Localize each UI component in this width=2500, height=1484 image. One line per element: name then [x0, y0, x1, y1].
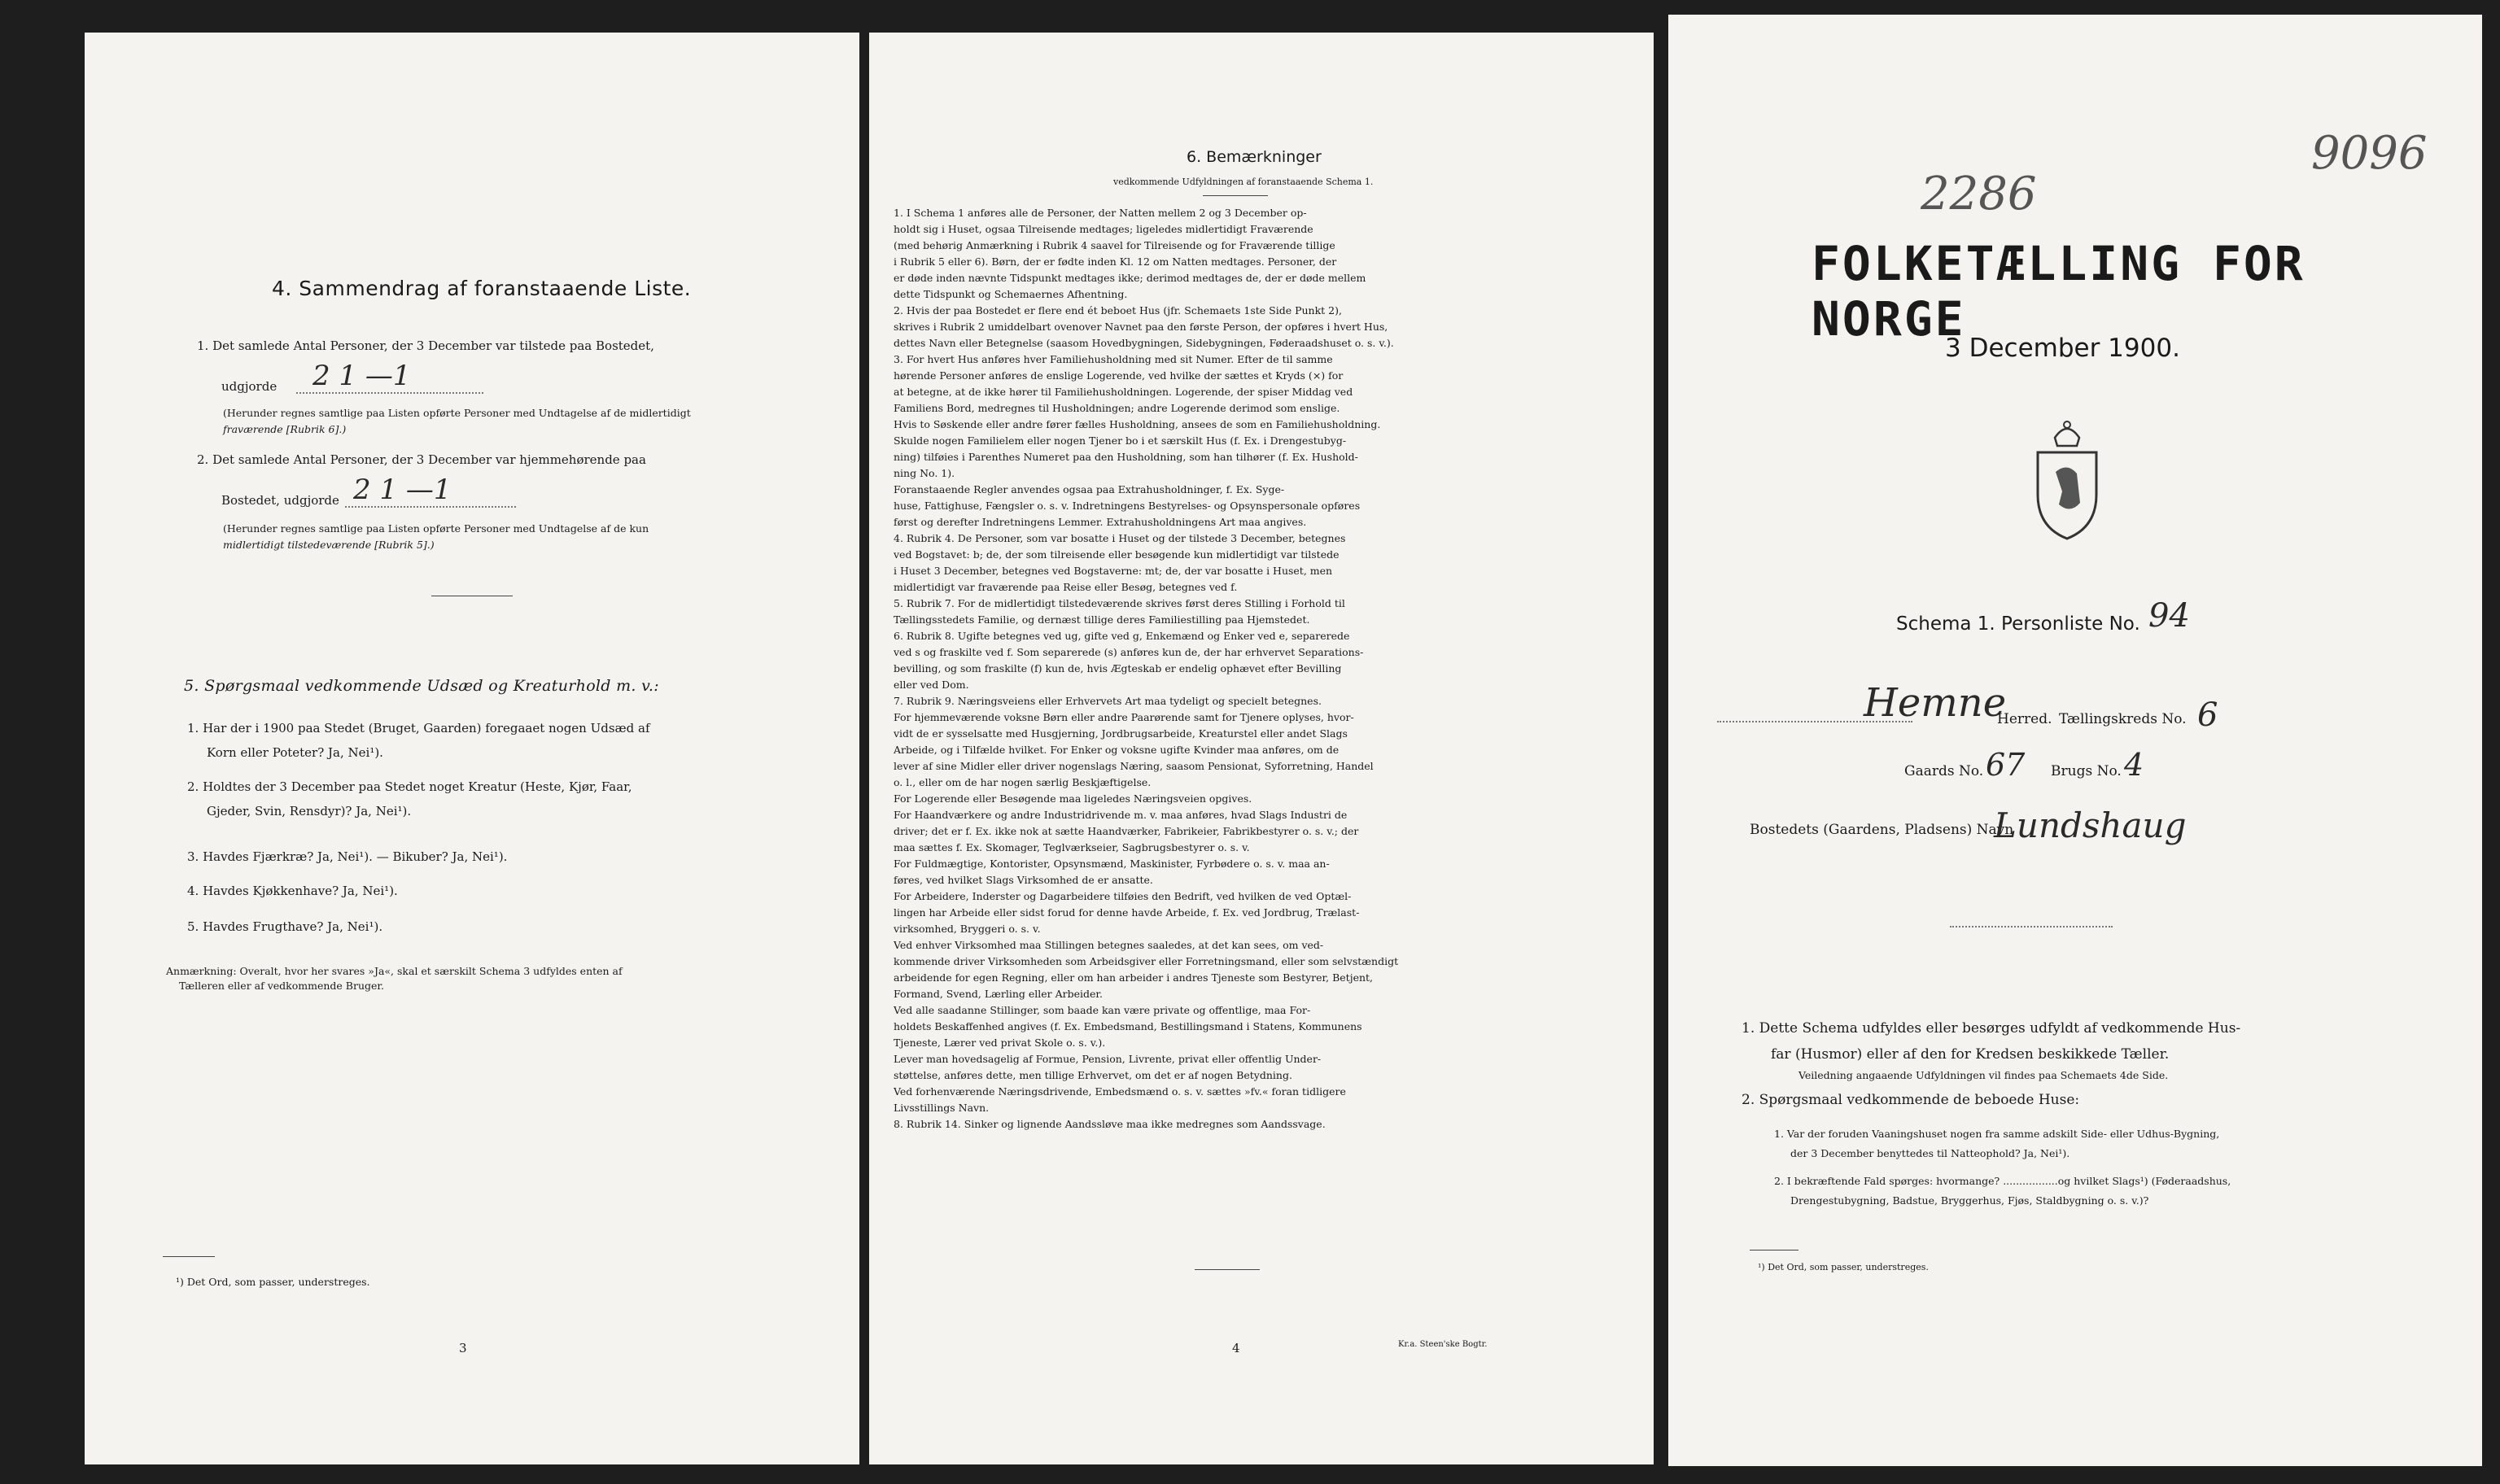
title-rule [1203, 195, 1268, 196]
remark-line: driver; det er f. Ex. ikke nok at sætte Haandværker, Fabrikeier, Fabrikbestyrer o. s. v.; der [894, 825, 1359, 837]
anmaerkning-2: Tælleren eller af vedkommende Bruger. [179, 980, 384, 992]
q2-dotted-line [345, 506, 516, 508]
remark-line: 8. Rubrik 14. Sinker og lignende Aandssløve maa ikke medregnes som Aandssvage. [894, 1118, 1326, 1130]
remark-line: skrives i Rubrik 2 umiddelbart ovenover Navnet paa den første Person, der opføres i hvert Hus, [894, 321, 1388, 333]
remark-line: Formand, Svend, Lærling eller Arbeider. [894, 988, 1103, 1000]
q2-udgjorde: Bostedet, udgjorde [221, 493, 339, 508]
remark-line: 4. Rubrik 4. De Personer, som var bosatte i Huset og der tilstede 3 December, betegnes [894, 532, 1346, 544]
handwritten-number: 2286 [1921, 168, 2037, 220]
herred-value: Hemne [1864, 680, 2007, 726]
q1-note-1: (Herunder regnes samtlige paa Listen opførte Personer med Undtagelse af de midlertidigt [223, 407, 691, 419]
remarks-list [894, 205, 1536, 1133]
s5-q2a: 2. Holdtes der 3 December paa Stedet noget Kreatur (Heste, Kjør, Faar, [187, 779, 632, 794]
anmaerkning-1: Anmærkning: Overalt, hvor her svares »Ja«, skal et særskilt Schema 3 udfyldes enten af [166, 965, 623, 977]
remark-line: 5. Rubrik 7. For de midlertidigt tilstedeværende skrives først deres Stilling i Forhold til [894, 597, 1345, 609]
s5-q4: 4. Havdes Kjøkkenhave? Ja, Nei¹). [187, 884, 398, 898]
q1-text: 1. Det samlede Antal Personer, der 3 December var tilstede paa Bostedet, [197, 338, 654, 353]
remark-line: holdt sig i Huset, ogsaa Tilreisende medtages; ligeledes midlertidigt Fraværende [894, 223, 1313, 235]
archive-number: 9096 [2311, 127, 2428, 180]
footnote-rule [163, 1256, 215, 1257]
taellingskreds-number: 6 [2197, 696, 2218, 734]
remark-line: Lever man hovedsagelig af Formue, Pension, Livrente, privat eller offentlig Under- [894, 1053, 1322, 1065]
instruction-2-2a: 2. I bekræftende Fald spørges: hvormange? .................og hvilket Slags¹) (Føderaadshus, [1774, 1175, 2231, 1187]
remark-line: o. l., eller om de har nogen særlig Beskjæftigelse. [894, 776, 1152, 788]
remark-line: huse, Fattighuse, Fængsler o. s. v. Indretningens Bestyrelses- og Opsynspersonale opføres [894, 500, 1361, 512]
gaards-number: 67 [1986, 747, 2026, 783]
remark-line: lever af sine Midler eller driver nogenslags Næring, saasom Pensionat, Syforretning, Handel [894, 760, 1374, 772]
remark-line: ved Bogstavet: b; de, der som tilreisende eller besøgende kun midlertidigt var tilstede [894, 548, 1340, 561]
q1-note-2: fraværende [Rubrik 6].) [223, 423, 347, 435]
remark-line: Familiens Bord, medregnes til Husholdningen; andre Logerende derimod som enslige. [894, 402, 1340, 414]
remark-line: For Arbeidere, Inderster og Dagarbeidere tilføies den Bedrift, ved hvilken de ved Optæl- [894, 890, 1352, 902]
footnote: ¹) Det Ord, som passer, understreges. [176, 1276, 370, 1288]
schema-label: Schema 1. Personliste No. [1896, 613, 2140, 635]
remark-line: vidt de er sysselsatte med Husgjerning, Jordbrugsarbeide, Kreaturstel eller andet Slags [894, 727, 1348, 740]
remark-line: føres, ved hvilket Slags Virksomhed de er ansatte. [894, 874, 1153, 886]
s5-q1a: 1. Har der i 1900 paa Stedet (Bruget, Gaarden) foregaaet nogen Udsæd af [187, 721, 650, 735]
remark-line: Tællingsstedets Familie, og dernæst tillige deres Familiestilling paa Hjemstedet. [894, 613, 1310, 626]
remark-line: ved s og fraskilte ved f. Som separerede (s) anføres kun de, der har erhvervet Separations- [894, 646, 1364, 658]
remark-line: For hjemmeværende voksne Børn eller andre Paarørende samt for Tjenere oplyses, hvor- [894, 711, 1354, 723]
q1-dotted-line [296, 392, 483, 394]
page-4 [869, 33, 1654, 1464]
remark-line: 1. I Schema 1 anføres alle de Personer, der Natten mellem 2 og 3 December op- [894, 207, 1307, 219]
instruction-1c: Veiledning angaaende Udfyldningen vil findes paa Schemaets 4de Side. [1799, 1069, 2169, 1081]
remark-line: eller ved Dom. [894, 679, 969, 691]
remark-line: 7. Rubrik 9. Næringsveiens eller Erhvervets Art maa tydeligt og specielt betegnes. [894, 695, 1322, 707]
remark-line: (med behørig Anmærkning i Rubrik 4 saavel for Tilreisende og for Fraværende tillige [894, 239, 1335, 251]
remark-line: virksomhed, Bryggeri o. s. v. [894, 923, 1041, 935]
q2-note-1: (Herunder regnes samtlige paa Listen opførte Personer med Undtagelse af de kun [223, 522, 649, 535]
instruction-1a: 1. Dette Schema udfyldes eller besørges udfyldt af vedkommende Hus- [1742, 1020, 2241, 1037]
taellingskreds-label: Tællingskreds No. [2059, 711, 2187, 727]
remark-line: kommende driver Virksomheden som Arbeidsgiver eller Forretningsmand, eller som selvstændigt [894, 955, 1399, 967]
remark-line: ning No. 1). [894, 467, 955, 479]
remark-line: 2. Hvis der paa Bostedet er flere end ét beboet Hus (jfr. Schemaets 1ste Side Punkt 2), [894, 304, 1342, 316]
remark-line: bevilling, og som fraskilte (f) kun de, hvis Ægteskab er endelig ophævet efter Bevilling [894, 662, 1342, 674]
remark-line: i Rubrik 5 eller 6). Børn, der er fødte inden Kl. 12 om Natten medtages. Personer, der [894, 255, 1337, 268]
instruction-2-1b: der 3 December benyttedes til Natteophold? Ja, Nei¹). [1790, 1147, 2070, 1159]
brugs-number: 4 [2124, 747, 2144, 783]
remark-line: er døde inden nævnte Tidspunkt medtages ikke; derimod medtages de, der er døde mellem [894, 272, 1366, 284]
remark-line: Ved enhver Virksomhed maa Stillingen betegnes saaledes, at det kan sees, om ved- [894, 939, 1324, 951]
page-number: 4 [1232, 1341, 1240, 1355]
page-3 [85, 33, 859, 1464]
footnote: ¹) Det Ord, som passer, understreges. [1758, 1262, 1929, 1272]
bosted-value: Lundshaug [1994, 805, 2187, 845]
instruction-2: 2. Spørgsmaal vedkommende de beboede Huse: [1742, 1092, 2080, 1108]
q2-text: 2. Det samlede Antal Personer, der 3 December var hjemmehørende paa [197, 452, 646, 467]
remark-line: For Logerende eller Besøgende maa ligeledes Næringsveien opgives. [894, 792, 1252, 805]
divider-dotted [1950, 926, 2113, 928]
remark-line: 3. For hvert Hus anføres hver Familiehusholdning med sit Numer. Efter de til samme [894, 353, 1333, 365]
remark-line: støttelse, anføres dette, men tillige Erhvervet, om det er af nogen Betydning. [894, 1069, 1292, 1081]
q1-udgjorde: udgjorde [221, 379, 278, 394]
remark-line: Hvis to Søskende eller andre fører fælles Husholdning, ansees de som en Familiehusholdning. [894, 418, 1381, 430]
remark-line: For Haandværkere og andre Industridrivende m. v. maa anføres, hvad Slags Industri de [894, 809, 1348, 821]
remark-line: Arbeide, og i Tilfælde hvilket. For Enker og voksne ugifte Kvinder maa anføres, om de [894, 744, 1340, 756]
remark-line: Tjeneste, Lærer ved privat Skole o. s. v.). [894, 1037, 1106, 1049]
brugs-label: Brugs No. [2051, 763, 2122, 779]
bosted-label: Bostedets (Gaardens, Pladsens) Navn [1750, 822, 2014, 838]
instruction-2-2b: Drengestubygning, Badstue, Bryggerhus, Fjøs, Staldbygning o. s. v.)? [1790, 1194, 2149, 1207]
schema-number: 94 [2148, 597, 2190, 635]
remark-line: lingen har Arbeide eller sidst forud for denne havde Arbeide, f. Ex. ved Jordbrug, Trælast- [894, 906, 1360, 919]
remark-line: maa sættes f. Ex. Skomager, Teglværkseier, Sagbrugsbestyrer o. s. v. [894, 841, 1250, 853]
remarks-title: 6. Bemærkninger [1187, 148, 1322, 166]
page-1-cover [1668, 15, 2482, 1466]
printer-imprint: Kr.a. Steen'ske Bogtr. [1398, 1340, 1488, 1349]
remark-line: holdets Beskaffenhed angives (f. Ex. Embedsmand, Bestillingsmand i Statens, Kommunens [894, 1020, 1362, 1032]
remark-line: Ved forhenværende Næringsdrivende, Embedsmænd o. s. v. sættes »fv.« foran tidligere [894, 1085, 1346, 1098]
remark-line: midlertidigt var fraværende paa Reise eller Besøg, betegnes ved f. [894, 581, 1238, 593]
remark-line: ning) tilføies i Parenthes Numeret paa den Husholdning, som han tilhører (f. Ex. Hushold- [894, 451, 1358, 463]
remark-line: først og derefter Indretningens Lemmer. Extrahusholdningens Art maa angives. [894, 516, 1307, 528]
remarks-subtitle: vedkommende Udfyldningen af foranstaaende Schema 1. [1113, 177, 1374, 187]
remark-line: Skulde nogen Familielem eller nogen Tjener bo i et særskilt Hus (f. Ex. i Drengestubyg- [894, 434, 1347, 447]
remark-line: Foranstaaende Regler anvendes ogsaa paa Extrahusholdninger, f. Ex. Syge- [894, 483, 1285, 495]
s5-q1b: Korn eller Poteter? Ja, Nei¹). [207, 745, 383, 760]
section-4-title: 4. Sammendrag af foranstaaende Liste. [272, 277, 692, 300]
q2-handwritten-value: 2 1 —1 [353, 474, 452, 506]
coat-of-arms-icon [2026, 413, 2108, 543]
remark-line: dette Tidspunkt og Schemaernes Afhentning. [894, 288, 1128, 300]
remark-line: at betegne, at de ikke hører til Familiehusholdningen. Logerende, der spiser Middag ved [894, 386, 1353, 398]
main-title: FOLKETÆLLING FOR NORGE [1812, 236, 2306, 347]
herred-label: Herred. [1997, 711, 2052, 727]
remark-line: i Huset 3 December, betegnes ved Bogstaverne: mt; de, der var bosatte i Huset, men [894, 565, 1333, 577]
remark-line: For Fuldmægtige, Kontorister, Opsynsmænd, Maskinister, Fyrbødere o. s. v. maa an- [894, 858, 1330, 870]
s5-q3: 3. Havdes Fjærkræ? Ja, Nei¹). — Bikuber? Ja, Nei¹). [187, 849, 508, 864]
date: 3 December 1900. [1945, 334, 2180, 363]
instruction-1b: far (Husmor) eller af den for Kredsen beskikkede Tæller. [1771, 1046, 2170, 1063]
remark-line: arbeidende for egen Regning, eller om han arbeider i andres Tjeneste som Bestyrer, Betjent, [894, 971, 1374, 984]
remark-line: dettes Navn eller Betegnelse (saasom Hovedbygningen, Sidebygningen, Føderaadshuset o. s. v.). [894, 337, 1394, 349]
s5-q5: 5. Havdes Frugthave? Ja, Nei¹). [187, 919, 383, 934]
q2-note-2: midlertidigt tilstedeværende [Rubrik 5].) [223, 539, 435, 551]
q1-handwritten-value: 2 1 —1 [312, 360, 411, 392]
remark-line: hørende Personer anføres de enslige Logerende, ved hvilke der sættes et Kryds (×) for [894, 369, 1344, 382]
end-rule [1195, 1269, 1260, 1270]
remark-line: Ved alle saadanne Stillinger, som baade kan være private og offentlige, maa For- [894, 1004, 1311, 1016]
gaards-label: Gaards No. [1904, 763, 1984, 779]
page-number: 3 [459, 1341, 467, 1355]
s5-q2b: Gjeder, Svin, Rensdyr)? Ja, Nei¹). [207, 804, 412, 818]
instruction-2-1a: 1. Var der foruden Vaaningshuset nogen fra samme adskilt Side- eller Udhus-Bygning, [1774, 1128, 2220, 1140]
remark-line: Livsstillings Navn. [894, 1102, 990, 1114]
remark-line: 6. Rubrik 8. Ugifte betegnes ved ug, gifte ved g, Enkemænd og Enker ved e, separerede [894, 630, 1350, 642]
section-5-title: 5. Spørgsmaal vedkommende Udsæd og Kreaturhold m. v.: [184, 677, 659, 695]
